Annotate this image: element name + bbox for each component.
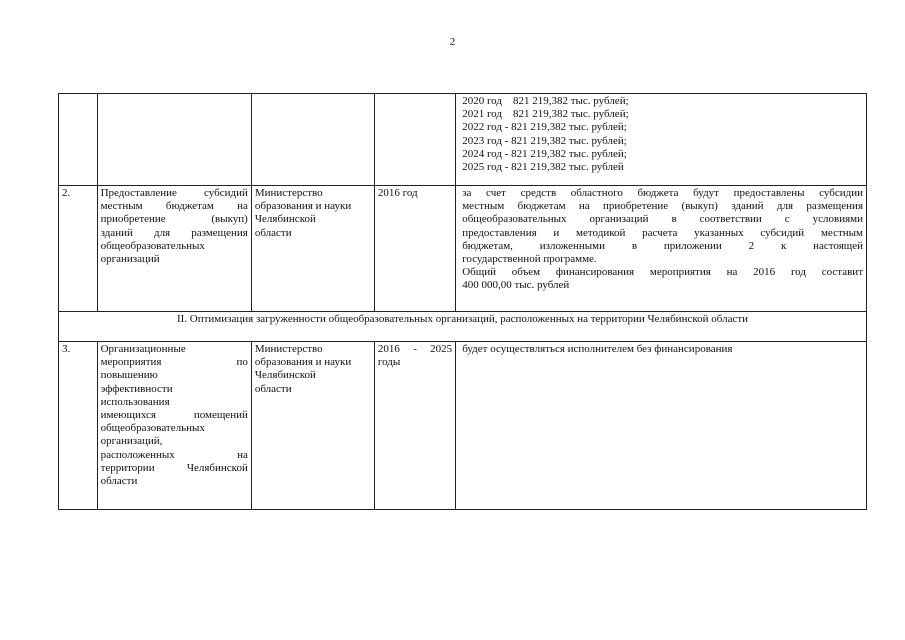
name-line: общеобразовательных [100, 422, 205, 435]
executor-line: области [254, 226, 292, 239]
name-line: Организационные [100, 343, 186, 355]
description-line: бюджетам, изложенными в приложении 2 к настоящей [462, 239, 863, 252]
name-line: эффективности [100, 382, 173, 395]
funding-line: 2025 год - 821 219,382 тыс. рублей [462, 161, 624, 174]
table-row-measure-2 [59, 186, 867, 312]
cell-name-empty [97, 94, 251, 186]
executor-line: области [254, 382, 292, 395]
funding-line: 2024 год - 821 219,382 тыс. рублей; [462, 147, 627, 160]
name-line: области [100, 475, 138, 488]
name-line: приобретение (выкуп) [100, 213, 248, 226]
period-line: годы [377, 356, 401, 369]
description-line: Общий объем финансирования мероприятия на 2016 год составит [462, 266, 863, 279]
cell-executor [251, 186, 374, 312]
table-row-measure-3 [59, 342, 867, 510]
section-heading: II. Оптимизация загруженности общеобразовательных организаций, расположенных на территории Челябинской области [59, 312, 867, 342]
executor-line: Министерство [254, 187, 323, 199]
cell-executor [251, 342, 374, 510]
name-line: местным бюджетам на [100, 200, 248, 213]
name-line: территории Челябинской [100, 461, 248, 474]
cell-measure-number: 3. [59, 342, 98, 510]
cell-measure-number: 2. [59, 186, 98, 312]
cell-measure-name [97, 186, 251, 312]
cell-description [456, 186, 867, 312]
description-line: 400 000,00 тыс. рублей [462, 279, 570, 292]
table-row-continuation [59, 94, 867, 186]
description-line: общеобразовательных организаций в соответствии с условиями [462, 213, 863, 226]
cell-measure-name [97, 342, 251, 510]
period-line: 2016 - 2025 [377, 343, 453, 355]
executor-line: Челябинской [254, 369, 316, 382]
funding-line: 2020 год 821 219,382 тыс. рублей; [462, 95, 629, 107]
name-line: повышению [100, 369, 158, 382]
name-line: расположенных на [100, 448, 248, 461]
name-line: общеобразовательных [100, 239, 205, 252]
description-line: за счет средств областного бюджета будут предоставлены субсидии [462, 187, 863, 199]
name-line: организаций [100, 253, 160, 266]
page-number: 2 [449, 36, 456, 48]
description-line: местным бюджетам на приобретение (выкуп) зданий для размещения [462, 200, 863, 213]
cell-description: будет осуществляться исполнителем без финансирования [456, 342, 867, 510]
executor-line: образования и науки [254, 356, 352, 369]
cell-number-empty [59, 94, 98, 186]
cell-funding-by-year [456, 94, 867, 186]
name-line: имеющихся помещений [100, 409, 248, 422]
funding-line: 2023 год - 821 219,382 тыс. рублей; [462, 134, 627, 147]
executor-line: Министерство [254, 343, 323, 355]
cell-period: 2016 год [374, 186, 455, 312]
cell-period [374, 342, 455, 510]
cell-executor-empty [251, 94, 374, 186]
name-line: Предоставление субсидий [100, 187, 248, 199]
description-line: предоставления и методикой расчета указанных субсидий местным [462, 226, 863, 239]
name-line: использования [100, 395, 170, 408]
executor-line: Челябинской [254, 213, 316, 226]
cell-period-empty [374, 94, 455, 186]
table-row-section-heading [59, 312, 867, 342]
description-line: государственной программе. [462, 253, 597, 266]
program-measures-table [58, 93, 867, 510]
funding-line: 2022 год - 821 219,382 тыс. рублей; [462, 121, 627, 134]
name-line: организаций, [100, 435, 163, 448]
funding-line: 2021 год 821 219,382 тыс. рублей; [462, 108, 629, 121]
executor-line: образования и науки [254, 200, 352, 213]
name-line: мероприятия по [100, 356, 248, 369]
name-line: зданий для размещения [100, 226, 248, 239]
